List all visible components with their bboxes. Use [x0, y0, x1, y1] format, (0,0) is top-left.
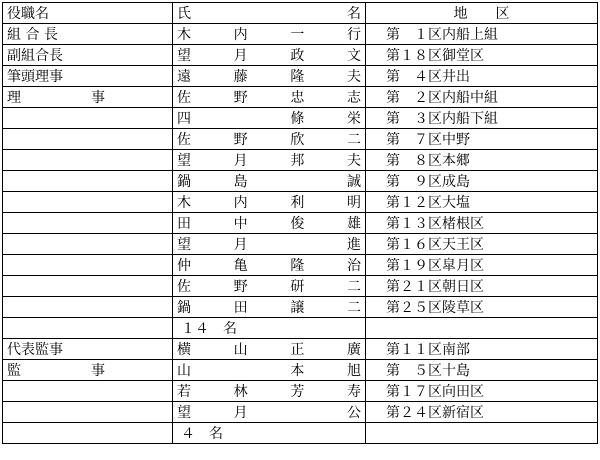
name-char: 月 — [233, 153, 248, 169]
role-cell: 代表監事 — [3, 339, 173, 360]
role-cell: 組 合 長 — [3, 24, 173, 45]
officer-table — [2, 2, 598, 444]
role-cell — [3, 150, 173, 171]
district-cell: 第 ５区十島 — [366, 360, 598, 381]
name-char: 野 — [233, 279, 248, 295]
name-char: 望 — [177, 153, 191, 169]
role-cell — [3, 318, 173, 339]
name-char: 夫 — [346, 153, 361, 169]
name-char: 譲 — [290, 300, 305, 316]
table-row — [3, 213, 598, 234]
name-char: 雄 — [346, 216, 361, 232]
name-char: 野 — [233, 90, 248, 106]
name-char: 二 — [346, 279, 361, 295]
role-cell: 筆頭理事 — [3, 66, 173, 87]
name-char: 二 — [346, 300, 361, 316]
name-char: 林 — [233, 384, 248, 400]
header-role: 役職名 — [3, 3, 173, 24]
name-cell — [173, 24, 366, 45]
name-cell — [173, 360, 366, 381]
name-char: 文 — [346, 48, 361, 64]
name-char: 本 — [290, 363, 305, 379]
member-count: ４ 名 — [181, 426, 223, 442]
table-row — [3, 318, 598, 339]
role-cell: 監 事 — [3, 360, 173, 381]
table-row — [3, 129, 598, 150]
name-char: 藤 — [233, 69, 248, 85]
table-row — [3, 255, 598, 276]
district-cell: 第２１区朝日区 — [366, 276, 598, 297]
name-cell — [173, 171, 366, 192]
name-cell — [173, 234, 366, 255]
table-row — [3, 402, 598, 423]
district-cell: 第 ４区井出 — [366, 66, 598, 87]
table-row — [3, 87, 598, 108]
name-char: 夫 — [346, 69, 361, 85]
district-cell: 第１６区天王区 — [366, 234, 598, 255]
district-cell: 第 １区内船上組 — [366, 24, 598, 45]
name-cell — [173, 381, 366, 402]
district-cell: 第 ７区中野 — [366, 129, 598, 150]
name-char — [234, 108, 248, 128]
name-cell — [173, 255, 366, 276]
name-char: 條 — [290, 111, 305, 127]
name-char: 山 — [177, 363, 191, 379]
table-row — [3, 66, 598, 87]
role-cell — [3, 129, 173, 150]
name-char: 山 — [233, 342, 248, 358]
name-char: 一 — [290, 27, 305, 43]
name-cell — [173, 297, 366, 318]
name-char: 治 — [346, 258, 361, 274]
district-cell: 第 ８区本郷 — [366, 150, 598, 171]
table-row — [3, 423, 598, 444]
name-char: 誠 — [346, 174, 361, 190]
table-row — [3, 360, 598, 381]
name-char: 月 — [233, 405, 248, 421]
name-cell — [173, 402, 366, 423]
district-cell: 第 ２区内船中組 — [366, 87, 598, 108]
name-char: 月 — [233, 237, 248, 253]
name-char: 廣 — [346, 342, 361, 358]
name-char: 若 — [177, 384, 191, 400]
role-cell — [3, 213, 173, 234]
role-cell — [3, 192, 173, 213]
table-row — [3, 276, 598, 297]
name-char: 寿 — [346, 384, 361, 400]
role-cell — [3, 423, 173, 444]
name-cell — [173, 45, 366, 66]
table-row — [3, 339, 598, 360]
name-char: 進 — [346, 237, 361, 253]
district-cell: 第１２区大塩 — [366, 192, 598, 213]
name-cell — [173, 150, 366, 171]
role-cell: 理 事 — [3, 87, 173, 108]
role-cell — [3, 108, 173, 129]
role-cell — [3, 255, 173, 276]
name-char: 研 — [290, 279, 305, 295]
role-cell — [3, 297, 173, 318]
name-char: 欣 — [290, 132, 305, 148]
role-cell — [3, 171, 173, 192]
table-row — [3, 108, 598, 129]
name-char: 遠 — [177, 69, 191, 85]
name-cell — [173, 108, 366, 129]
table-row — [3, 171, 598, 192]
name-cell — [173, 192, 366, 213]
name-char: 志 — [346, 90, 361, 106]
district-cell — [366, 423, 598, 444]
name-cell — [173, 87, 366, 108]
district-cell: 第２４区新宿区 — [366, 402, 598, 423]
district-cell: 第 ３区内船下組 — [366, 108, 598, 129]
name-char: 佐 — [177, 279, 191, 295]
header-name-left: 氏 — [177, 6, 191, 22]
name-char: 正 — [290, 342, 305, 358]
name-char: 望 — [177, 48, 191, 64]
header-name-right: 名 — [347, 6, 361, 22]
table-row — [3, 234, 598, 255]
table-row — [3, 192, 598, 213]
name-char: 明 — [346, 195, 361, 211]
table-row — [3, 381, 598, 402]
name-char: 行 — [346, 27, 361, 43]
name-cell — [173, 339, 366, 360]
name-char: 望 — [177, 405, 191, 421]
name-cell — [173, 318, 366, 339]
name-cell — [173, 276, 366, 297]
name-char: 芳 — [290, 384, 305, 400]
role-cell — [3, 276, 173, 297]
district-cell: 第１９区皐月区 — [366, 255, 598, 276]
name-char: 内 — [233, 27, 248, 43]
name-char: 隆 — [290, 258, 305, 274]
name-char: 田 — [233, 300, 248, 316]
name-char: 佐 — [177, 90, 191, 106]
district-cell: 第１７区向田区 — [366, 381, 598, 402]
name-char: 望 — [177, 237, 191, 253]
district-cell: 第１８区御堂区 — [366, 45, 598, 66]
name-cell — [173, 66, 366, 87]
district-cell: 第１１区南部 — [366, 339, 598, 360]
name-cell — [173, 129, 366, 150]
name-char — [290, 234, 304, 254]
name-char: 鍋 — [177, 300, 191, 316]
name-char: 旭 — [346, 363, 361, 379]
header-row — [3, 3, 598, 24]
name-char — [290, 171, 304, 191]
name-char: 月 — [233, 48, 248, 64]
name-char: 野 — [233, 132, 248, 148]
name-char: 隆 — [290, 69, 305, 85]
member-count: １４ 名 — [181, 321, 237, 337]
name-char: 四 — [177, 111, 191, 127]
role-cell — [3, 381, 173, 402]
district-cell: 第２５区陵草区 — [366, 297, 598, 318]
table-row — [3, 24, 598, 45]
header-district: 地 区 — [366, 3, 598, 24]
name-char: 佐 — [177, 132, 191, 148]
header-name — [173, 3, 366, 24]
district-cell — [366, 318, 598, 339]
role-cell — [3, 402, 173, 423]
table-row — [3, 297, 598, 318]
name-char: 公 — [346, 405, 361, 421]
name-char: 田 — [177, 216, 191, 232]
name-char: 二 — [346, 132, 361, 148]
name-cell — [173, 423, 366, 444]
name-char — [234, 360, 248, 380]
name-char: 木 — [177, 27, 191, 43]
name-char: 忠 — [290, 90, 305, 106]
name-char — [290, 402, 304, 422]
name-char: 政 — [290, 48, 305, 64]
name-cell — [173, 213, 366, 234]
name-char: 栄 — [346, 111, 361, 127]
name-char: 亀 — [233, 258, 248, 274]
name-char: 内 — [233, 195, 248, 211]
table-row — [3, 150, 598, 171]
role-cell — [3, 234, 173, 255]
name-char: 横 — [177, 342, 191, 358]
name-char: 仲 — [177, 258, 191, 274]
name-char: 中 — [233, 216, 248, 232]
district-cell: 第 ９区成島 — [366, 171, 598, 192]
name-char: 邦 — [290, 153, 305, 169]
name-char: 木 — [177, 195, 191, 211]
role-cell: 副組合長 — [3, 45, 173, 66]
table-row — [3, 45, 598, 66]
district-cell: 第１３区楮根区 — [366, 213, 598, 234]
name-char: 俊 — [290, 216, 305, 232]
name-char: 鍋 — [177, 174, 191, 190]
name-char: 島 — [233, 174, 248, 190]
name-char: 利 — [290, 195, 305, 211]
